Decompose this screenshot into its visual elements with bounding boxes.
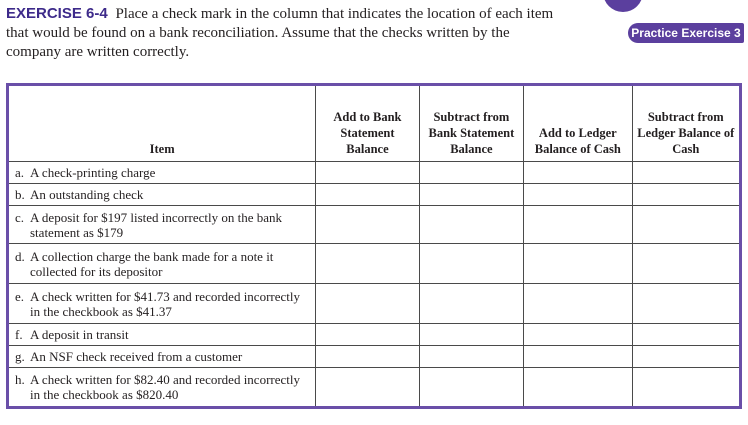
check-cell-subtract-ledger[interactable] [632,284,740,324]
check-cell-subtract-bank[interactable] [419,206,523,244]
check-cell-add-ledger[interactable] [524,184,632,206]
table-row [8,368,741,408]
check-cell-add-bank[interactable] [316,162,419,184]
check-cell-add-bank[interactable] [316,368,419,408]
item-text: A check written for $41.73 and recorded incorrectly in the checkbook as $41.37 [30,288,301,319]
table-row [8,244,741,284]
check-cell-subtract-ledger[interactable] [632,346,740,368]
check-cell-subtract-ledger[interactable] [632,368,740,408]
check-cell-add-bank[interactable] [316,244,419,284]
table-row [8,184,741,206]
check-cell-subtract-ledger[interactable] [632,162,740,184]
item-cell [8,162,316,184]
check-cell-add-bank[interactable] [316,346,419,368]
check-cell-add-bank[interactable] [316,284,419,324]
page-tab-decoration [603,0,643,12]
item-text: An NSF check received from a customer [30,349,243,364]
item-text: A check-printing charge [30,165,156,180]
check-cell-add-ledger[interactable] [524,346,632,368]
table-row [8,346,741,368]
item-cell [8,368,316,408]
item-letter: e. [15,288,25,304]
header-subtract-ledger: Subtract from Ledger Balance of Cash [632,85,740,162]
check-cell-subtract-bank[interactable] [419,346,523,368]
item-cell [8,346,316,368]
check-cell-add-bank[interactable] [316,206,419,244]
table-row [8,284,741,324]
item-cell [8,244,316,284]
check-cell-subtract-ledger[interactable] [632,244,740,284]
check-cell-subtract-bank[interactable] [419,284,523,324]
check-cell-subtract-ledger[interactable] [632,184,740,206]
item-letter: f. [15,327,23,342]
item-cell [8,184,316,206]
check-cell-subtract-ledger[interactable] [632,206,740,244]
item-text: A collection charge the bank made for a note it collected for its depositor [30,248,274,279]
item-letter: g. [15,349,25,364]
item-letter: c. [15,209,25,225]
header-row [8,85,741,162]
header-subtract-bank: Subtract from Bank Statement Balance [419,85,523,162]
check-cell-subtract-bank[interactable] [419,162,523,184]
check-cell-add-ledger[interactable] [524,284,632,324]
bank-reconciliation-table [6,83,742,409]
check-cell-add-ledger[interactable] [524,162,632,184]
item-text: A check written for $82.40 and recorded incorrectly in the checkbook as $820.40 [30,372,301,402]
check-cell-add-bank[interactable] [316,324,419,346]
table-row [8,162,741,184]
item-letter: a. [15,165,25,180]
check-cell-add-ledger[interactable] [524,368,632,408]
table-row [8,324,741,346]
exercise-text: Place a check mark in the column that indicates the location of each item that would be found on a bank reconciliation. Assume that the checks written by the company are written correctly. [6,6,554,60]
item-letter: d. [15,248,25,264]
item-letter: h. [15,372,25,387]
header-add-ledger: Add to Ledger Balance of Cash [524,85,632,162]
check-cell-add-bank[interactable] [316,184,419,206]
item-text: An outstanding check [30,187,144,202]
check-cell-add-ledger[interactable] [524,244,632,284]
check-cell-subtract-bank[interactable] [419,184,523,206]
practice-exercise-badge: Practice Exercise 3 [628,23,744,43]
check-cell-subtract-bank[interactable] [419,368,523,408]
item-text: A deposit in transit [30,327,129,342]
item-cell [8,284,316,324]
item-text: A deposit for $197 listed incorrectly on the bank statement as $179 [30,209,283,240]
check-cell-subtract-bank[interactable] [419,244,523,284]
item-letter: b. [15,187,25,202]
check-cell-add-ledger[interactable] [524,324,632,346]
table-row [8,206,741,244]
item-cell [8,324,316,346]
exercise-instructions [6,4,566,62]
header-item: Item [8,85,316,162]
exercise-label: EXERCISE 6-4 [6,5,108,22]
check-cell-subtract-bank[interactable] [419,324,523,346]
header-add-bank: Add to Bank Statement Balance [316,85,419,162]
item-cell [8,206,316,244]
check-cell-subtract-ledger[interactable] [632,324,740,346]
check-cell-add-ledger[interactable] [524,206,632,244]
